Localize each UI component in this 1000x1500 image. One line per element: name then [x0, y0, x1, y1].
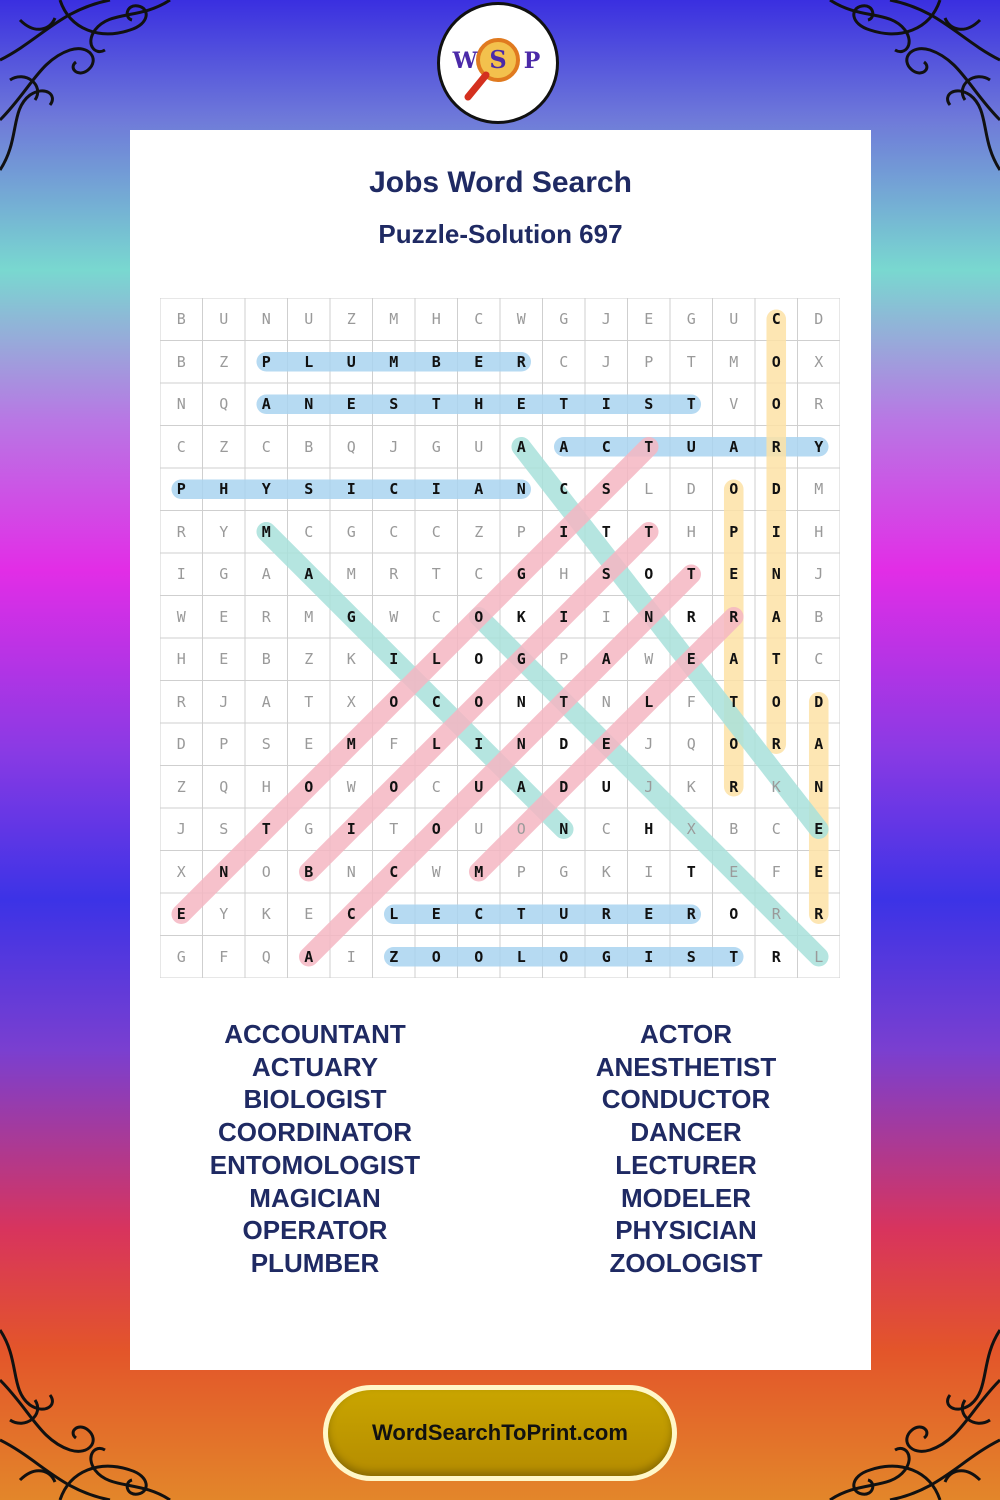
grid-cell[interactable]: B: [176, 352, 186, 371]
grid-cell[interactable]: L: [389, 905, 399, 924]
grid-cell[interactable]: M: [346, 565, 356, 584]
grid-cell[interactable]: W: [389, 607, 399, 626]
grid-cell[interactable]: T: [686, 862, 696, 881]
grid-cell[interactable]: I: [346, 947, 356, 966]
grid-cell[interactable]: I: [389, 650, 399, 669]
grid-cell[interactable]: N: [516, 480, 526, 499]
grid-cell[interactable]: A: [474, 480, 484, 499]
grid-cell[interactable]: K: [516, 607, 526, 626]
site-logo[interactable]: [437, 2, 559, 124]
grid-cell[interactable]: T: [729, 692, 739, 711]
grid-cell[interactable]: E: [176, 905, 186, 924]
grid-cell[interactable]: P: [219, 735, 229, 754]
grid-cell[interactable]: P: [261, 352, 271, 371]
grid-cell[interactable]: R: [771, 437, 781, 456]
grid-cell[interactable]: T: [389, 820, 399, 839]
grid-cell[interactable]: T: [601, 522, 611, 541]
grid-cell[interactable]: Y: [814, 437, 824, 456]
grid-cell[interactable]: T: [304, 692, 314, 711]
grid-cell[interactable]: U: [474, 820, 484, 839]
grid-cell[interactable]: T: [559, 692, 569, 711]
grid-cell[interactable]: N: [304, 395, 314, 414]
grid-cell[interactable]: U: [474, 777, 484, 796]
word-list-right: [501, 1018, 871, 1280]
grid-cell[interactable]: I: [474, 735, 484, 754]
grid-cell[interactable]: O: [474, 650, 484, 669]
grid-cell[interactable]: B: [729, 820, 739, 839]
grid-cell[interactable]: S: [601, 480, 611, 499]
grid-cell[interactable]: B: [814, 607, 824, 626]
grid-cell[interactable]: A: [261, 565, 271, 584]
grid-cell[interactable]: C: [601, 820, 611, 839]
grid-cell[interactable]: J: [601, 352, 611, 371]
grid-cell[interactable]: M: [814, 480, 824, 499]
grid-cell[interactable]: G: [686, 310, 696, 329]
grid-cell[interactable]: Y: [219, 905, 229, 924]
grid-cell[interactable]: M: [346, 735, 356, 754]
grid-cell[interactable]: E: [346, 395, 356, 414]
grid-cell[interactable]: F: [686, 692, 696, 711]
grid-cell[interactable]: R: [516, 352, 526, 371]
grid-cell[interactable]: A: [559, 437, 569, 456]
grid-cell[interactable]: R: [771, 735, 781, 754]
grid-cell[interactable]: M: [389, 352, 399, 371]
grid-cell[interactable]: C: [601, 437, 611, 456]
grid-cell[interactable]: C: [261, 437, 271, 456]
grid-cell[interactable]: X: [346, 692, 356, 711]
grid-cell[interactable]: O: [729, 480, 739, 499]
grid-cell[interactable]: A: [814, 735, 824, 754]
grid-cell[interactable]: C: [474, 310, 484, 329]
grid-cell[interactable]: G: [516, 650, 526, 669]
grid-cell[interactable]: E: [644, 905, 654, 924]
grid-cell[interactable]: Y: [219, 522, 229, 541]
grid-cell[interactable]: D: [771, 480, 781, 499]
grid-cell[interactable]: O: [474, 607, 484, 626]
grid-cell[interactable]: O: [474, 692, 484, 711]
grid-cell[interactable]: Z: [304, 650, 314, 669]
grid-cell[interactable]: J: [601, 310, 611, 329]
grid-cell[interactable]: L: [431, 735, 441, 754]
puzzle-card: [130, 130, 871, 1370]
grid-cell[interactable]: J: [644, 777, 654, 796]
grid-cell[interactable]: O: [559, 947, 569, 966]
grid-cell[interactable]: N: [814, 777, 824, 796]
grid-cell[interactable]: O: [431, 820, 441, 839]
word-list-item: PHYSICIAN: [615, 1215, 757, 1246]
grid-cell[interactable]: L: [431, 650, 441, 669]
grid-cell[interactable]: I: [559, 522, 569, 541]
grid-cell[interactable]: A: [516, 777, 526, 796]
grid-cell[interactable]: B: [304, 437, 314, 456]
grid-cell[interactable]: T: [559, 395, 569, 414]
grid-cell[interactable]: R: [389, 565, 399, 584]
grid-cell[interactable]: O: [516, 820, 526, 839]
grid-cell[interactable]: C: [304, 522, 314, 541]
grid-cell[interactable]: G: [346, 607, 356, 626]
grid-cell[interactable]: G: [559, 310, 569, 329]
grid-cell[interactable]: W: [346, 777, 356, 796]
grid-cell[interactable]: C: [814, 650, 824, 669]
grid-cell[interactable]: O: [771, 692, 781, 711]
grid-cell[interactable]: E: [814, 820, 824, 839]
grid-cell[interactable]: K: [601, 862, 611, 881]
grid-cell[interactable]: E: [431, 905, 441, 924]
grid-cell[interactable]: M: [389, 310, 399, 329]
grid-cell[interactable]: I: [176, 565, 186, 584]
grid-cell[interactable]: E: [304, 735, 314, 754]
grid-cell[interactable]: C: [176, 437, 186, 456]
grid-cell[interactable]: L: [644, 480, 654, 499]
grid-cell[interactable]: U: [686, 437, 696, 456]
grid-cell[interactable]: R: [176, 692, 186, 711]
grid-cell[interactable]: G: [601, 947, 611, 966]
grid-cell[interactable]: S: [219, 820, 229, 839]
word-list-item: MAGICIAN: [249, 1182, 381, 1213]
grid-cell[interactable]: G: [431, 437, 441, 456]
grid-cell[interactable]: J: [389, 437, 399, 456]
grid-cell[interactable]: R: [814, 905, 824, 924]
grid-cell[interactable]: K: [261, 905, 271, 924]
grid-cell[interactable]: N: [261, 310, 271, 329]
grid-cell[interactable]: N: [219, 862, 229, 881]
grid-cell[interactable]: P: [176, 480, 186, 499]
grid-cell[interactable]: Y: [261, 480, 271, 499]
grid-cell[interactable]: N: [516, 735, 526, 754]
grid-cell[interactable]: E: [601, 735, 611, 754]
grid-cell[interactable]: J: [814, 565, 824, 584]
grid-cell[interactable]: L: [814, 947, 824, 966]
grid-cell[interactable]: I: [431, 480, 441, 499]
grid-cell[interactable]: N: [176, 395, 186, 414]
grid-cell[interactable]: P: [516, 862, 526, 881]
grid-cell[interactable]: H: [686, 522, 696, 541]
grid-cell[interactable]: I: [771, 522, 781, 541]
grid-cell[interactable]: C: [474, 905, 484, 924]
grid-cell[interactable]: Q: [219, 777, 229, 796]
grid-cell[interactable]: J: [219, 692, 229, 711]
grid-cell[interactable]: Z: [219, 437, 229, 456]
grid-cell[interactable]: D: [814, 692, 824, 711]
grid-cell[interactable]: R: [176, 522, 186, 541]
grid-cell[interactable]: A: [729, 650, 739, 669]
grid-cell[interactable]: H: [176, 650, 186, 669]
grid-cell[interactable]: X: [686, 820, 696, 839]
word-list-item: BIOLOGIST: [243, 1084, 387, 1115]
grid-cell[interactable]: S: [389, 395, 399, 414]
grid-cell[interactable]: M: [261, 522, 271, 541]
grid-cell[interactable]: O: [474, 947, 484, 966]
grid-cell[interactable]: E: [516, 395, 526, 414]
grid-cell[interactable]: A: [771, 607, 781, 626]
grid-cell[interactable]: E: [686, 650, 696, 669]
grid-cell[interactable]: K: [686, 777, 696, 796]
grid-cell[interactable]: R: [814, 395, 824, 414]
grid-cell[interactable]: L: [304, 352, 314, 371]
grid-cell[interactable]: U: [474, 437, 484, 456]
grid-cell[interactable]: C: [431, 692, 441, 711]
grid-cell[interactable]: N: [346, 862, 356, 881]
grid-cell[interactable]: T: [431, 395, 441, 414]
website-button[interactable]: [323, 1385, 677, 1481]
grid-cell[interactable]: S: [601, 565, 611, 584]
grid-cell[interactable]: F: [771, 862, 781, 881]
grid-cell[interactable]: U: [559, 905, 569, 924]
grid-cell[interactable]: C: [389, 480, 399, 499]
grid-cell[interactable]: R: [771, 947, 781, 966]
grid-cell[interactable]: Z: [474, 522, 484, 541]
grid-cell[interactable]: T: [686, 352, 696, 371]
grid-cell[interactable]: T: [644, 522, 654, 541]
word-search-grid: [160, 298, 840, 978]
grid-cell[interactable]: X: [176, 862, 186, 881]
grid-cell[interactable]: E: [304, 905, 314, 924]
grid-cell[interactable]: D: [559, 735, 569, 754]
page-title: Jobs Word Search: [369, 166, 632, 199]
grid-cell[interactable]: D: [176, 735, 186, 754]
grid-cell[interactable]: K: [771, 777, 781, 796]
grid-cell[interactable]: N: [516, 692, 526, 711]
grid-cell[interactable]: G: [346, 522, 356, 541]
grid-cell[interactable]: G: [559, 862, 569, 881]
grid-cell[interactable]: B: [304, 862, 314, 881]
grid-cell[interactable]: G: [176, 947, 186, 966]
grid-cell[interactable]: I: [601, 395, 611, 414]
grid-cell[interactable]: N: [771, 565, 781, 584]
grid-cell[interactable]: S: [261, 735, 271, 754]
word-list-item: PLUMBER: [250, 1247, 380, 1278]
grid-cell[interactable]: D: [559, 777, 569, 796]
grid-cell[interactable]: I: [346, 820, 356, 839]
grid-cell[interactable]: W: [644, 650, 654, 669]
grid-cell[interactable]: C: [771, 820, 781, 839]
grid-cell[interactable]: C: [474, 565, 484, 584]
grid-cell[interactable]: E: [474, 352, 484, 371]
grid-cell[interactable]: R: [686, 607, 696, 626]
grid-cell[interactable]: V: [729, 395, 739, 414]
grid-cell[interactable]: A: [516, 437, 526, 456]
grid-cell[interactable]: T: [261, 820, 271, 839]
grid-cell[interactable]: P: [559, 650, 569, 669]
grid-cell[interactable]: O: [729, 905, 739, 924]
grid-cell[interactable]: T: [516, 905, 526, 924]
grid-cell[interactable]: H: [814, 522, 824, 541]
grid-cell[interactable]: U: [601, 777, 611, 796]
grid-cell[interactable]: D: [686, 480, 696, 499]
grid-cell[interactable]: C: [431, 522, 441, 541]
word-list-item: ACTOR: [640, 1019, 732, 1049]
grid-cell[interactable]: O: [304, 777, 314, 796]
grid-cell[interactable]: B: [176, 310, 186, 329]
word-list-item: ACTUARY: [251, 1051, 379, 1082]
grid-cell[interactable]: F: [389, 735, 399, 754]
grid-cell[interactable]: A: [729, 437, 739, 456]
grid-cell[interactable]: L: [516, 947, 526, 966]
page-subtitle: Puzzle-Solution 697: [378, 219, 623, 249]
grid-cell[interactable]: K: [346, 650, 356, 669]
word-list-left: [130, 1018, 500, 1280]
grid-cell[interactable]: O: [389, 777, 399, 796]
grid-cell[interactable]: R: [601, 905, 611, 924]
word-list-item: ENTOMOLOGIST: [209, 1149, 421, 1180]
word-list-item: OPERATOR: [242, 1215, 388, 1246]
grid-cell[interactable]: A: [261, 395, 271, 414]
grid-cell[interactable]: W: [431, 862, 441, 881]
grid-cell[interactable]: S: [304, 480, 314, 499]
grid-cell[interactable]: B: [261, 650, 271, 669]
word-list-item: DANCER: [630, 1117, 742, 1148]
grid-cell[interactable]: P: [644, 352, 654, 371]
grid-cell[interactable]: F: [219, 947, 229, 966]
grid-cell[interactable]: I: [601, 607, 611, 626]
grid-cell[interactable]: R: [686, 905, 696, 924]
grid-cell[interactable]: H: [559, 565, 569, 584]
grid-cell[interactable]: Z: [176, 777, 186, 796]
grid-cell[interactable]: R: [729, 777, 739, 796]
grid-cell[interactable]: C: [431, 777, 441, 796]
grid-cell[interactable]: U: [729, 310, 739, 329]
grid-cell[interactable]: C: [346, 905, 356, 924]
grid-cell[interactable]: N: [644, 607, 654, 626]
grid-cell[interactable]: A: [601, 650, 611, 669]
grid-cell[interactable]: M: [304, 607, 314, 626]
grid-cell[interactable]: H: [219, 480, 229, 499]
grid-cell[interactable]: Z: [346, 310, 356, 329]
grid-cell[interactable]: Q: [219, 395, 229, 414]
grid-cell[interactable]: T: [771, 650, 781, 669]
grid-cell[interactable]: T: [686, 565, 696, 584]
grid-cell[interactable]: X: [814, 352, 824, 371]
grid-cell[interactable]: E: [729, 565, 739, 584]
word-list-item: LECTURER: [615, 1149, 757, 1180]
grid-cell[interactable]: E: [219, 650, 229, 669]
word-list-item: CONDUCTOR: [601, 1084, 771, 1115]
grid-cell[interactable]: T: [431, 565, 441, 584]
grid-cell[interactable]: O: [771, 395, 781, 414]
grid-cell[interactable]: H: [431, 310, 441, 329]
grid-cell[interactable]: R: [729, 607, 739, 626]
grid-cell[interactable]: D: [814, 310, 824, 329]
grid-cell[interactable]: T: [729, 947, 739, 966]
grid-cell[interactable]: G: [516, 565, 526, 584]
grid-cell[interactable]: E: [219, 607, 229, 626]
word-list-item: ACCOUNTANT: [224, 1019, 406, 1049]
grid-cell[interactable]: Q: [686, 735, 696, 754]
grid-cell[interactable]: E: [729, 862, 739, 881]
word-list-item: ANESTHETIST: [595, 1051, 777, 1082]
grid-cell[interactable]: J: [176, 820, 186, 839]
grid-cell[interactable]: W: [176, 607, 186, 626]
grid-cell[interactable]: C: [389, 522, 399, 541]
grid-cell[interactable]: C: [559, 352, 569, 371]
grid-cell[interactable]: R: [771, 905, 781, 924]
grid-cell[interactable]: M: [474, 862, 484, 881]
grid-cell[interactable]: Z: [389, 947, 399, 966]
grid-cell[interactable]: G: [219, 565, 229, 584]
grid-cell[interactable]: I: [644, 947, 654, 966]
grid-cell[interactable]: E: [814, 862, 824, 881]
grid-cell[interactable]: N: [601, 692, 611, 711]
grid-cell[interactable]: H: [644, 820, 654, 839]
word-list-item: ZOOLOGIST: [609, 1247, 763, 1278]
grid-cell[interactable]: I: [644, 862, 654, 881]
grid-cell[interactable]: P: [516, 522, 526, 541]
grid-cell[interactable]: B: [431, 352, 441, 371]
grid-cell[interactable]: O: [389, 692, 399, 711]
grid-cell[interactable]: A: [304, 565, 314, 584]
grid-cell[interactable]: I: [559, 607, 569, 626]
grid-cell[interactable]: G: [304, 820, 314, 839]
grid-cell[interactable]: L: [644, 692, 654, 711]
website-link-label: WordSearchToPrint.com: [328, 1390, 672, 1476]
grid-cell[interactable]: C: [559, 480, 569, 499]
grid-cell[interactable]: O: [729, 735, 739, 754]
grid-cell[interactable]: J: [644, 735, 654, 754]
word-list-item: MODELER: [621, 1182, 751, 1213]
grid-cell[interactable]: S: [644, 395, 654, 414]
grid-cell[interactable]: H: [474, 395, 484, 414]
grid-cell[interactable]: C: [771, 310, 781, 329]
grid-cell[interactable]: W: [516, 310, 526, 329]
grid-cell[interactable]: A: [304, 947, 314, 966]
magnifier-icon: [440, 5, 556, 121]
grid-cell[interactable]: E: [644, 310, 654, 329]
logo-letter: S: [489, 45, 507, 74]
grid-cell[interactable]: U: [304, 310, 314, 329]
grid-cell[interactable]: O: [771, 352, 781, 371]
grid-cell[interactable]: C: [389, 862, 399, 881]
grid-cell[interactable]: O: [261, 862, 271, 881]
grid-cell[interactable]: M: [729, 352, 739, 371]
grid-cell[interactable]: U: [219, 310, 229, 329]
grid-cell[interactable]: R: [261, 607, 271, 626]
grid-cell[interactable]: Z: [219, 352, 229, 371]
grid-cell[interactable]: N: [559, 820, 569, 839]
grid-cell[interactable]: I: [346, 480, 356, 499]
grid-cell[interactable]: T: [686, 395, 696, 414]
word-list-item: COORDINATOR: [217, 1117, 413, 1148]
grid-cell[interactable]: T: [644, 437, 654, 456]
logo-letter: W: [452, 48, 478, 74]
grid-cell[interactable]: P: [729, 522, 739, 541]
logo-letter: P: [523, 48, 541, 74]
grid-cell[interactable]: H: [261, 777, 271, 796]
grid-cell[interactable]: A: [261, 692, 271, 711]
grid-cell[interactable]: U: [346, 352, 356, 371]
grid-cell[interactable]: C: [431, 607, 441, 626]
grid-cell[interactable]: S: [686, 947, 696, 966]
grid-cell[interactable]: O: [431, 947, 441, 966]
grid-cell[interactable]: O: [644, 565, 654, 584]
grid-cell[interactable]: Q: [346, 437, 356, 456]
grid-cell[interactable]: Q: [261, 947, 271, 966]
